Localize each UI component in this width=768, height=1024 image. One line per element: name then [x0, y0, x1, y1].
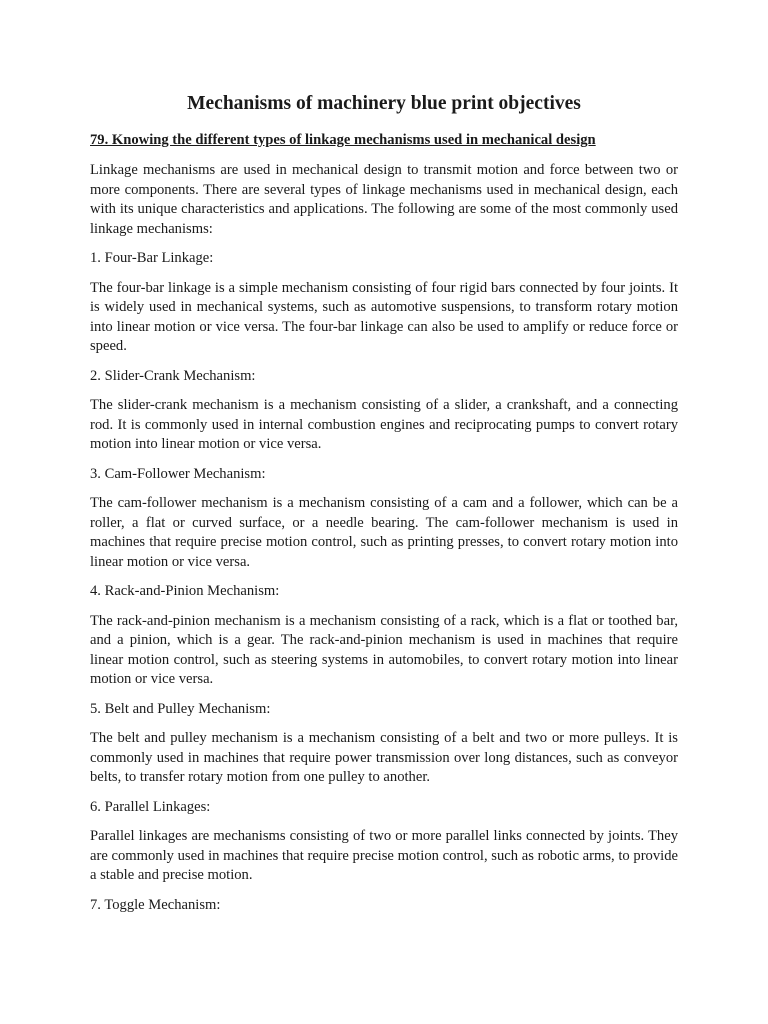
item-body-rack-pinion: The rack-and-pinion mechanism is a mechanism consisting of a rack, which is a flat or toothed bar, and a pinion, which is a gear. The rack-and-pinion mechanism is used in machines that require linear motion control, such as steering systems in automobiles, to convert rotary motion into linear motion or vice versa. [90, 612, 678, 687]
item-body-cam-follower: The cam-follower mechanism is a mechanism consisting of a cam and a follower, which can be a roller, a flat or curved surface, or a needle bearing. The cam-follower mechanism is used in machines that require precise motion control, such as printing presses, to convert rotary motion into linear motion or vice versa. [90, 495, 678, 570]
item-body-belt-pulley: The belt and pulley mechanism is a mechanism consisting of a belt and two or more pulleys. It is commonly used in machines that require power transmission over long distances, such as conveyor belts, to transfer rotary motion from one pulley to another. [90, 730, 678, 785]
item-heading-belt-pulley: 5. Belt and Pulley Mechanism: [90, 700, 271, 717]
item-heading-four-bar: 1. Four-Bar Linkage: [90, 250, 214, 266]
item-body-four-bar: The four-bar linkage is a simple mechanism consisting of four rigid bars connected by four joints. It is widely used in mechanical systems, such as automotive suspensions, to transform rotary motion into linear motion or vice versa. The four-bar linkage can also be used to amplify or reduce force or speed. [90, 279, 678, 354]
section-heading: 79. Knowing the different types of linkage mechanisms used in mechanical design [90, 132, 596, 148]
item-heading-rack-pinion: 4. Rack-and-Pinion Mechanism: [90, 583, 280, 599]
item-body-slider-crank: The slider-crank mechanism is a mechanism consisting of a slider, a crankshaft, and a connecting rod. It is commonly used in internal combustion engines and reciprocating pumps to convert rotary motion into linear motion or vice versa. [90, 397, 678, 452]
item-body-parallel-linkages: Parallel linkages are mechanisms consisting of two or more parallel links connected by joints. They are commonly used in machines that require precise motion control, such as robotic arms, to provide a stable and precise motion. [90, 828, 678, 883]
item-heading-toggle: 7. Toggle Mechanism: [90, 896, 221, 913]
item-heading-cam-follower: 3. Cam-Follower Mechanism: [90, 465, 266, 482]
item-heading-parallel-linkages: 6. Parallel Linkages: [90, 798, 211, 815]
intro-paragraph: Linkage mechanisms are used in mechanical design to transmit motion and force between two or more components. There are several types of linkage mechanisms used in mechanical design, each with its unique characteristics and applications. The following are some of the most commonly used linkage mechanisms: [90, 162, 678, 237]
document-page [90, 92, 678, 925]
document-title: Mechanisms of machinery blue print objectives [187, 93, 581, 114]
item-heading-slider-crank: 2. Slider-Crank Mechanism: [90, 367, 256, 384]
